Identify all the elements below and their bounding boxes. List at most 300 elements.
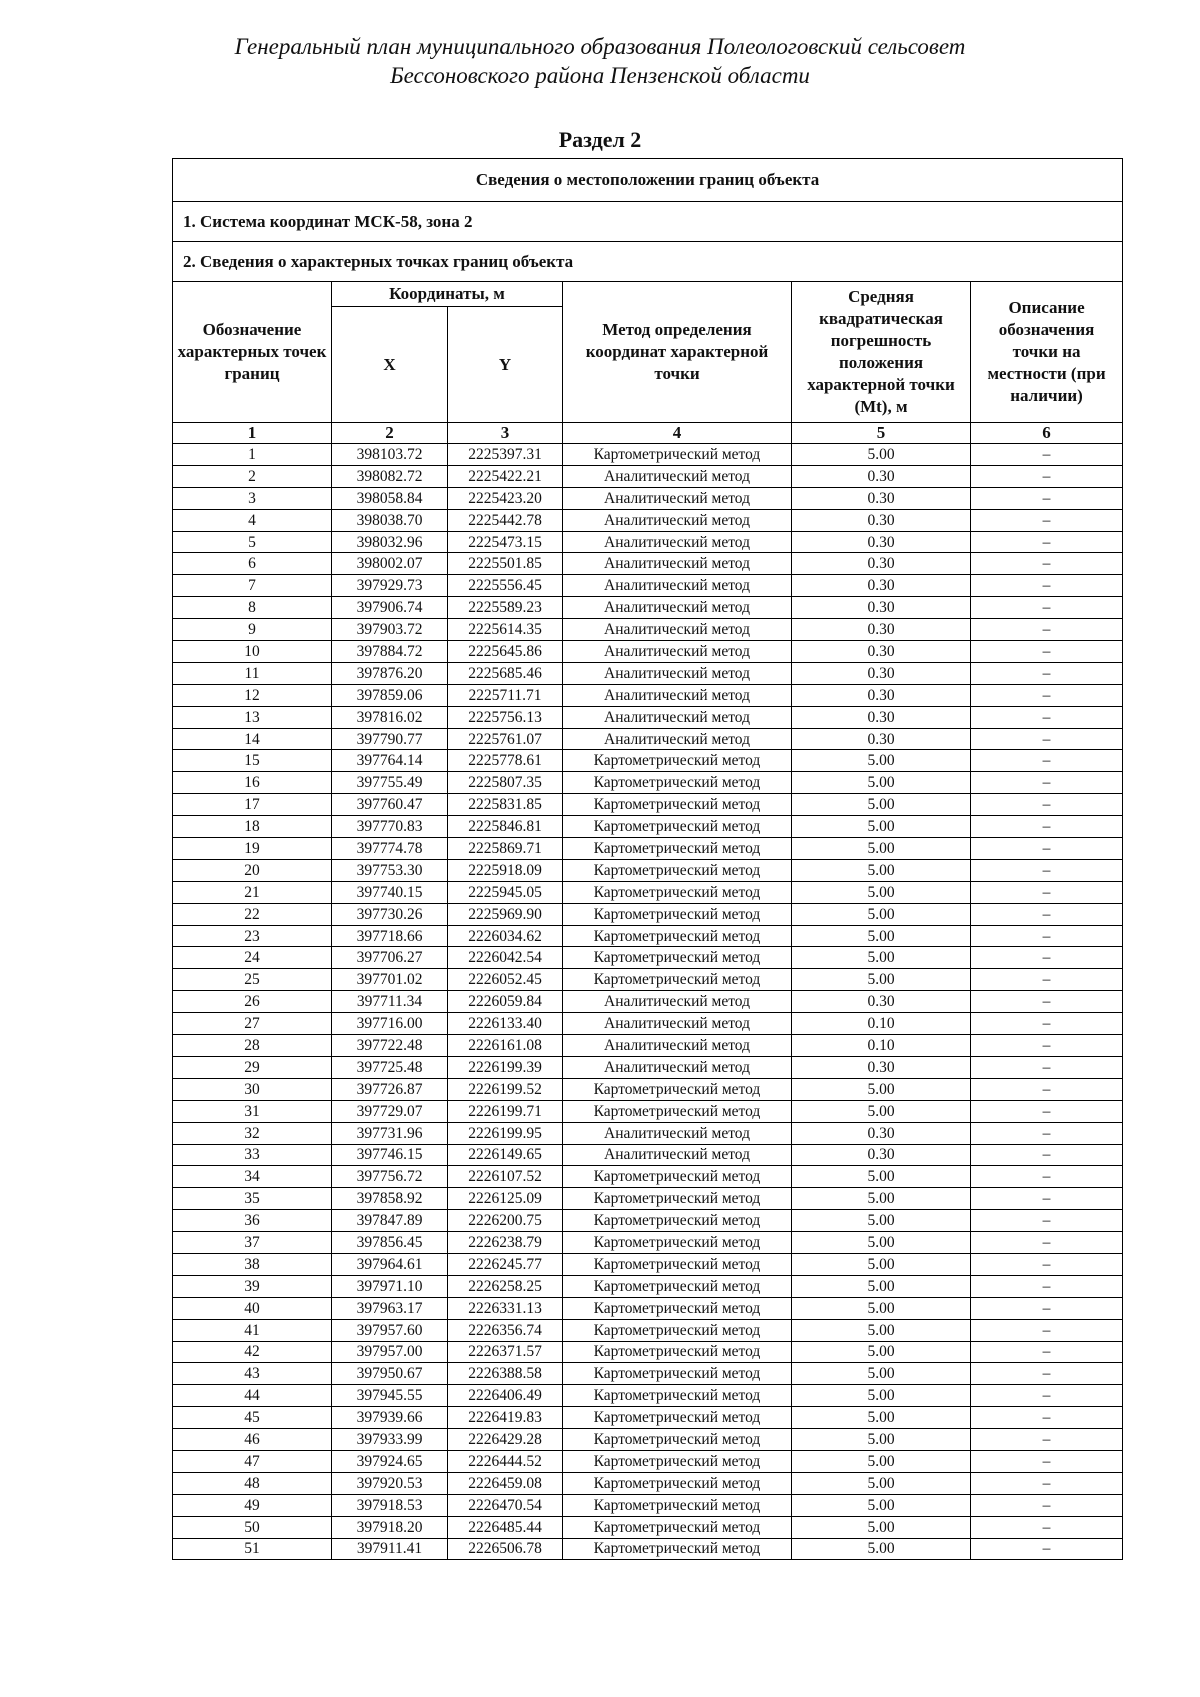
- method-cell: Аналитический метод: [563, 619, 792, 641]
- table-row: [173, 1363, 1123, 1385]
- x-cell: 397858.92: [332, 1188, 448, 1210]
- x-cell: 397939.66: [332, 1407, 448, 1429]
- y-cell: 2225831.85: [448, 794, 563, 816]
- table-row: [173, 925, 1123, 947]
- point-number-cell: 42: [173, 1341, 332, 1363]
- x-cell: 397971.10: [332, 1275, 448, 1297]
- x-cell: 397770.83: [332, 816, 448, 838]
- y-cell: 2225501.85: [448, 553, 563, 575]
- x-cell: 397918.53: [332, 1494, 448, 1516]
- method-cell: Картометрический метод: [563, 1516, 792, 1538]
- point-number-cell: 10: [173, 641, 332, 663]
- point-number-cell: 28: [173, 1035, 332, 1057]
- error-cell: 5.00: [792, 1341, 971, 1363]
- error-cell: 5.00: [792, 1450, 971, 1472]
- error-cell: 5.00: [792, 1494, 971, 1516]
- error-cell: 5.00: [792, 1188, 971, 1210]
- error-cell: 0.30: [792, 509, 971, 531]
- table-row: [173, 991, 1123, 1013]
- table-row: [173, 1516, 1123, 1538]
- error-cell: 5.00: [792, 947, 971, 969]
- x-cell: 397906.74: [332, 597, 448, 619]
- point-number-cell: 50: [173, 1516, 332, 1538]
- method-cell: Аналитический метод: [563, 728, 792, 750]
- table-row: [173, 794, 1123, 816]
- table-row: [173, 1166, 1123, 1188]
- x-cell: 398002.07: [332, 553, 448, 575]
- table-row: [173, 684, 1123, 706]
- y-cell: 2226107.52: [448, 1166, 563, 1188]
- table-row: [173, 1013, 1123, 1035]
- table-row: [173, 903, 1123, 925]
- error-cell: 0.10: [792, 1035, 971, 1057]
- x-cell: 397920.53: [332, 1472, 448, 1494]
- x-cell: 397856.45: [332, 1232, 448, 1254]
- description-cell: –: [971, 750, 1123, 772]
- table-row: [173, 838, 1123, 860]
- table-row: [173, 706, 1123, 728]
- table-row: [173, 947, 1123, 969]
- description-cell: –: [971, 1056, 1123, 1078]
- column-number: 3: [448, 423, 563, 444]
- table-row: [173, 728, 1123, 750]
- error-cell: 0.30: [792, 684, 971, 706]
- table-row: [173, 1078, 1123, 1100]
- y-cell: 2226245.77: [448, 1253, 563, 1275]
- method-cell: Картометрический метод: [563, 1319, 792, 1341]
- y-cell: 2226444.52: [448, 1450, 563, 1472]
- x-cell: 397701.02: [332, 969, 448, 991]
- method-cell: Аналитический метод: [563, 1144, 792, 1166]
- page-header: [0, 32, 1200, 90]
- method-cell: Картометрический метод: [563, 1450, 792, 1472]
- table-row: [173, 1100, 1123, 1122]
- y-cell: 2226149.65: [448, 1144, 563, 1166]
- x-cell: 397911.41: [332, 1538, 448, 1560]
- point-number-cell: 49: [173, 1494, 332, 1516]
- x-cell: 397964.61: [332, 1253, 448, 1275]
- y-cell: 2226258.25: [448, 1275, 563, 1297]
- column-number: 1: [173, 423, 332, 444]
- description-cell: –: [971, 465, 1123, 487]
- table-row: [173, 881, 1123, 903]
- description-cell: –: [971, 991, 1123, 1013]
- description-cell: –: [971, 444, 1123, 466]
- error-cell: 5.00: [792, 838, 971, 860]
- table-row: [173, 1450, 1123, 1472]
- x-cell: 397859.06: [332, 684, 448, 706]
- method-cell: Картометрический метод: [563, 750, 792, 772]
- method-cell: Картометрический метод: [563, 1297, 792, 1319]
- y-cell: 2225761.07: [448, 728, 563, 750]
- y-cell: 2226199.39: [448, 1056, 563, 1078]
- x-cell: 397764.14: [332, 750, 448, 772]
- boundary-points-table: [172, 158, 1123, 1560]
- description-cell: –: [971, 969, 1123, 991]
- table-row: [173, 1144, 1123, 1166]
- point-number-cell: 21: [173, 881, 332, 903]
- error-cell: 0.30: [792, 531, 971, 553]
- method-cell: Аналитический метод: [563, 575, 792, 597]
- x-cell: 397729.07: [332, 1100, 448, 1122]
- error-cell: 0.30: [792, 1056, 971, 1078]
- point-number-cell: 29: [173, 1056, 332, 1078]
- error-cell: 5.00: [792, 1385, 971, 1407]
- y-cell: 2225711.71: [448, 684, 563, 706]
- method-cell: Картометрический метод: [563, 838, 792, 860]
- col-header-method: Метод определения координат характерной точки: [563, 282, 792, 423]
- error-cell: 5.00: [792, 1363, 971, 1385]
- error-cell: 5.00: [792, 1538, 971, 1560]
- x-cell: 397731.96: [332, 1122, 448, 1144]
- y-cell: 2226371.57: [448, 1341, 563, 1363]
- description-cell: –: [971, 1494, 1123, 1516]
- y-cell: 2226470.54: [448, 1494, 563, 1516]
- x-cell: 398082.72: [332, 465, 448, 487]
- point-number-cell: 8: [173, 597, 332, 619]
- description-cell: –: [971, 1232, 1123, 1254]
- table-row: [173, 969, 1123, 991]
- x-cell: 397876.20: [332, 662, 448, 684]
- error-cell: 5.00: [792, 925, 971, 947]
- x-cell: 397722.48: [332, 1035, 448, 1057]
- header-line-1: Генеральный план муниципального образования Полеологовский сельсовет: [234, 34, 966, 59]
- method-cell: Картометрический метод: [563, 1429, 792, 1451]
- error-cell: 5.00: [792, 1516, 971, 1538]
- description-cell: –: [971, 816, 1123, 838]
- error-cell: 5.00: [792, 1253, 971, 1275]
- x-cell: 397740.15: [332, 881, 448, 903]
- error-cell: 0.30: [792, 662, 971, 684]
- method-cell: Аналитический метод: [563, 641, 792, 663]
- column-numbers-row: [173, 423, 1123, 444]
- x-cell: 397903.72: [332, 619, 448, 641]
- y-cell: 2226406.49: [448, 1385, 563, 1407]
- method-cell: Картометрический метод: [563, 1341, 792, 1363]
- description-cell: –: [971, 1407, 1123, 1429]
- x-cell: 397755.49: [332, 772, 448, 794]
- table-row: [173, 597, 1123, 619]
- x-cell: 397725.48: [332, 1056, 448, 1078]
- error-cell: 5.00: [792, 881, 971, 903]
- description-cell: –: [971, 1144, 1123, 1166]
- point-number-cell: 37: [173, 1232, 332, 1254]
- point-number-cell: 7: [173, 575, 332, 597]
- table-row: [173, 1341, 1123, 1363]
- col-header-y: Y: [448, 307, 563, 423]
- error-cell: 0.30: [792, 991, 971, 1013]
- y-cell: 2226419.83: [448, 1407, 563, 1429]
- table-row: [173, 1385, 1123, 1407]
- y-cell: 2225807.35: [448, 772, 563, 794]
- method-cell: Картометрический метод: [563, 947, 792, 969]
- point-number-cell: 1: [173, 444, 332, 466]
- points-section-title: 2. Сведения о характерных точках границ объекта: [173, 242, 1123, 282]
- point-number-cell: 13: [173, 706, 332, 728]
- y-cell: 2226459.08: [448, 1472, 563, 1494]
- description-cell: –: [971, 859, 1123, 881]
- error-cell: 5.00: [792, 1275, 971, 1297]
- x-cell: 397884.72: [332, 641, 448, 663]
- point-number-cell: 6: [173, 553, 332, 575]
- description-cell: –: [971, 553, 1123, 575]
- error-cell: 5.00: [792, 444, 971, 466]
- error-cell: 5.00: [792, 1319, 971, 1341]
- error-cell: 0.30: [792, 465, 971, 487]
- error-cell: 0.30: [792, 1144, 971, 1166]
- method-cell: Картометрический метод: [563, 1253, 792, 1275]
- table-row: [173, 859, 1123, 881]
- description-cell: –: [971, 1013, 1123, 1035]
- point-number-cell: 30: [173, 1078, 332, 1100]
- description-cell: –: [971, 1275, 1123, 1297]
- point-number-cell: 4: [173, 509, 332, 531]
- description-cell: –: [971, 838, 1123, 860]
- point-number-cell: 24: [173, 947, 332, 969]
- method-cell: Аналитический метод: [563, 1122, 792, 1144]
- point-number-cell: 26: [173, 991, 332, 1013]
- x-cell: 397963.17: [332, 1297, 448, 1319]
- y-cell: 2226429.28: [448, 1429, 563, 1451]
- point-number-cell: 27: [173, 1013, 332, 1035]
- method-cell: Картометрический метод: [563, 1188, 792, 1210]
- y-cell: 2225422.21: [448, 465, 563, 487]
- point-number-cell: 38: [173, 1253, 332, 1275]
- description-cell: –: [971, 1297, 1123, 1319]
- error-cell: 5.00: [792, 1166, 971, 1188]
- table-row: [173, 1472, 1123, 1494]
- x-cell: 397945.55: [332, 1385, 448, 1407]
- method-cell: Аналитический метод: [563, 465, 792, 487]
- error-cell: 0.30: [792, 706, 971, 728]
- method-cell: Картометрический метод: [563, 1385, 792, 1407]
- y-cell: 2226199.52: [448, 1078, 563, 1100]
- point-number-cell: 16: [173, 772, 332, 794]
- description-cell: –: [971, 1450, 1123, 1472]
- point-number-cell: 33: [173, 1144, 332, 1166]
- description-cell: –: [971, 1429, 1123, 1451]
- y-cell: 2225756.13: [448, 706, 563, 728]
- method-cell: Картометрический метод: [563, 969, 792, 991]
- method-cell: Картометрический метод: [563, 1407, 792, 1429]
- point-number-cell: 20: [173, 859, 332, 881]
- point-number-cell: 51: [173, 1538, 332, 1560]
- point-number-cell: 43: [173, 1363, 332, 1385]
- y-cell: 2225589.23: [448, 597, 563, 619]
- method-cell: Картометрический метод: [563, 1232, 792, 1254]
- table-row: [173, 619, 1123, 641]
- table-row: [173, 1407, 1123, 1429]
- table-row: [173, 509, 1123, 531]
- error-cell: 5.00: [792, 903, 971, 925]
- point-number-cell: 47: [173, 1450, 332, 1472]
- point-number-cell: 25: [173, 969, 332, 991]
- error-cell: 0.30: [792, 597, 971, 619]
- description-cell: –: [971, 1385, 1123, 1407]
- method-cell: Картометрический метод: [563, 1166, 792, 1188]
- y-cell: 2226199.95: [448, 1122, 563, 1144]
- table-row: [173, 1538, 1123, 1560]
- method-cell: Аналитический метод: [563, 1035, 792, 1057]
- y-cell: 2226034.62: [448, 925, 563, 947]
- y-cell: 2226356.74: [448, 1319, 563, 1341]
- table-row: [173, 487, 1123, 509]
- point-number-cell: 12: [173, 684, 332, 706]
- description-cell: –: [971, 597, 1123, 619]
- x-cell: 397716.00: [332, 1013, 448, 1035]
- coord-system: 1. Система координат МСК-58, зона 2: [173, 202, 1123, 242]
- description-cell: –: [971, 728, 1123, 750]
- x-cell: 397950.67: [332, 1363, 448, 1385]
- y-cell: 2225442.78: [448, 509, 563, 531]
- method-cell: Картометрический метод: [563, 816, 792, 838]
- table-row: [173, 1035, 1123, 1057]
- point-number-cell: 11: [173, 662, 332, 684]
- description-cell: –: [971, 684, 1123, 706]
- method-cell: Картометрический метод: [563, 1275, 792, 1297]
- y-cell: 2226200.75: [448, 1210, 563, 1232]
- point-number-cell: 41: [173, 1319, 332, 1341]
- table-row: [173, 662, 1123, 684]
- description-cell: –: [971, 1035, 1123, 1057]
- x-cell: 397957.00: [332, 1341, 448, 1363]
- description-cell: –: [971, 1538, 1123, 1560]
- error-cell: 0.30: [792, 575, 971, 597]
- table-row: [173, 641, 1123, 663]
- method-cell: Картометрический метод: [563, 1472, 792, 1494]
- x-cell: 397711.34: [332, 991, 448, 1013]
- point-number-cell: 18: [173, 816, 332, 838]
- method-cell: Картометрический метод: [563, 1100, 792, 1122]
- error-cell: 5.00: [792, 1210, 971, 1232]
- method-cell: Аналитический метод: [563, 487, 792, 509]
- x-cell: 397929.73: [332, 575, 448, 597]
- y-cell: 2225778.61: [448, 750, 563, 772]
- table-row: [173, 1297, 1123, 1319]
- section-title: Раздел 2: [558, 127, 642, 152]
- description-cell: –: [971, 1472, 1123, 1494]
- description-cell: –: [971, 1078, 1123, 1100]
- y-cell: 2225397.31: [448, 444, 563, 466]
- description-cell: –: [971, 1188, 1123, 1210]
- method-cell: Аналитический метод: [563, 597, 792, 619]
- description-cell: –: [971, 772, 1123, 794]
- description-cell: –: [971, 1122, 1123, 1144]
- table-row: [173, 1429, 1123, 1451]
- method-cell: Аналитический метод: [563, 991, 792, 1013]
- description-cell: –: [971, 641, 1123, 663]
- table-row: [173, 1210, 1123, 1232]
- error-cell: 5.00: [792, 1078, 971, 1100]
- method-cell: Картометрический метод: [563, 794, 792, 816]
- description-cell: –: [971, 619, 1123, 641]
- error-cell: 5.00: [792, 1100, 971, 1122]
- y-cell: 2225969.90: [448, 903, 563, 925]
- table-title: Сведения о местоположении границ объекта: [173, 159, 1123, 202]
- x-cell: 397746.15: [332, 1144, 448, 1166]
- point-number-cell: 44: [173, 1385, 332, 1407]
- table-row: [173, 553, 1123, 575]
- description-cell: –: [971, 1363, 1123, 1385]
- description-cell: –: [971, 1341, 1123, 1363]
- table-row: [173, 1122, 1123, 1144]
- x-cell: 397706.27: [332, 947, 448, 969]
- column-number: 2: [332, 423, 448, 444]
- x-cell: 398058.84: [332, 487, 448, 509]
- col-header-coords: Координаты, м: [332, 282, 563, 307]
- error-cell: 5.00: [792, 772, 971, 794]
- table-row: [173, 1056, 1123, 1078]
- point-number-cell: 46: [173, 1429, 332, 1451]
- error-cell: 5.00: [792, 1472, 971, 1494]
- point-number-cell: 19: [173, 838, 332, 860]
- point-number-cell: 2: [173, 465, 332, 487]
- method-cell: Аналитический метод: [563, 684, 792, 706]
- y-cell: 2226133.40: [448, 1013, 563, 1035]
- y-cell: 2225945.05: [448, 881, 563, 903]
- y-cell: 2226125.09: [448, 1188, 563, 1210]
- method-cell: Аналитический метод: [563, 1013, 792, 1035]
- error-cell: 5.00: [792, 1232, 971, 1254]
- method-cell: Аналитический метод: [563, 706, 792, 728]
- description-cell: –: [971, 1166, 1123, 1188]
- table-row: [173, 531, 1123, 553]
- point-number-cell: 22: [173, 903, 332, 925]
- table-row: [173, 444, 1123, 466]
- description-cell: –: [971, 794, 1123, 816]
- description-cell: –: [971, 947, 1123, 969]
- point-number-cell: 15: [173, 750, 332, 772]
- point-number-cell: 35: [173, 1188, 332, 1210]
- y-cell: 2225685.46: [448, 662, 563, 684]
- method-cell: Аналитический метод: [563, 662, 792, 684]
- header-line-2: Бессоновского района Пензенской области: [390, 63, 810, 88]
- method-cell: Картометрический метод: [563, 925, 792, 947]
- column-number: 5: [792, 423, 971, 444]
- error-cell: 0.30: [792, 728, 971, 750]
- point-number-cell: 39: [173, 1275, 332, 1297]
- y-cell: 2226042.54: [448, 947, 563, 969]
- error-cell: 5.00: [792, 1297, 971, 1319]
- y-cell: 2225846.81: [448, 816, 563, 838]
- x-cell: 397756.72: [332, 1166, 448, 1188]
- column-number: 4: [563, 423, 792, 444]
- x-cell: 397730.26: [332, 903, 448, 925]
- table-row: [173, 1253, 1123, 1275]
- table-row: [173, 465, 1123, 487]
- y-cell: 2225556.45: [448, 575, 563, 597]
- error-cell: 0.30: [792, 1122, 971, 1144]
- y-cell: 2225869.71: [448, 838, 563, 860]
- y-cell: 2226059.84: [448, 991, 563, 1013]
- point-number-cell: 45: [173, 1407, 332, 1429]
- method-cell: Картометрический метод: [563, 772, 792, 794]
- y-cell: 2225473.15: [448, 531, 563, 553]
- y-cell: 2225423.20: [448, 487, 563, 509]
- x-cell: 397933.99: [332, 1429, 448, 1451]
- point-number-cell: 31: [173, 1100, 332, 1122]
- description-cell: –: [971, 575, 1123, 597]
- description-cell: –: [971, 706, 1123, 728]
- x-cell: 397957.60: [332, 1319, 448, 1341]
- description-cell: –: [971, 509, 1123, 531]
- y-cell: 2226388.58: [448, 1363, 563, 1385]
- point-number-cell: 48: [173, 1472, 332, 1494]
- y-cell: 2225614.35: [448, 619, 563, 641]
- description-cell: –: [971, 487, 1123, 509]
- error-cell: 5.00: [792, 1429, 971, 1451]
- point-number-cell: 5: [173, 531, 332, 553]
